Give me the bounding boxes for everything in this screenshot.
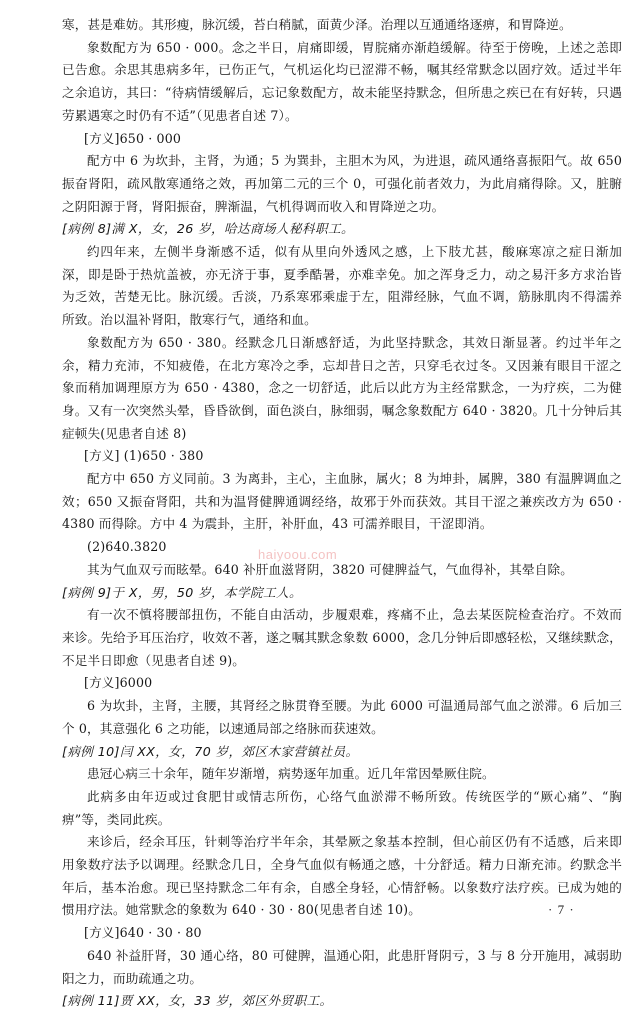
case-heading: [病例 9]于 X，男，50 岁，本学院工人。 bbox=[62, 584, 303, 600]
page-number: · 7 · bbox=[548, 902, 575, 917]
body-paragraph: 配方中 6 为坎卦，主肾，为通；5 为巽卦，主胆木为风，为进退，疏风通络喜振阳气。故 650 振奋肾阳，疏风散寒通络之效，再加第二元的三个 0，可强化前者效力，为此肩痛得除。又，脏腑之阴阳源于肾，肾阳振奋，脾渐温，气机得调而收入和胃降逆之功。 bbox=[62, 153, 622, 214]
watermark: haiyoou.com bbox=[258, 547, 338, 562]
case-heading: [病例 11]贾 XX，女，33 岁，郊区外贸职工。 bbox=[62, 993, 333, 1009]
body-paragraph: 象数配方为 650 · 380。经默念几日渐感舒适，为此坚持默念，其效日渐显著。约过半年之余，精力充沛，不知疲倦，在北方寒冷之季，忘却昔日之苦，只穿毛衣过冬。又因兼有眼目干涩之象而稍加调理原方为 650 · 4380，念之一切舒适，此后以此方为主经常默念，一为疗疾，二为健身。又有一次突然头晕，昏昏欲倒，面色淡白，脉细弱，嘱念象数配方 640 · 3820。几十分钟后其症顿失(见患者自述 8) bbox=[62, 334, 622, 441]
body-paragraph: (2)640.3820 bbox=[87, 539, 167, 555]
body-paragraph: 配方中 650 方义同前。3 为离卦，主心，主血脉，属火；8 为坤卦，属脾，380 有温脾调血之效；650 又振奋肾阳，共和为温肾健脾通调经络，故邪于外而获效。其目干涩之兼疾改方为 650 · 4380 而得除。方中 4 为震卦，主肝，补肝血，43 可濡养眼目，干涩即消。 bbox=[62, 471, 622, 532]
body-paragraph: 此病多由年迈或过食肥甘或情志所伤，心络气血淤滞不畅所致。传统医学的“厥心痛”、“胸痹”等，类同此疾。 bbox=[62, 788, 622, 827]
body-paragraph: 6 为坎卦，主肾，主腰，其肾经之脉贯脊至腰。为此 6000 可温通局部气血之淤滞。6 后加三个 0，其意强化 6 之功能，以速通局部之络脉而获速效。 bbox=[62, 698, 622, 736]
formula-heading: [方义]650 · 000 bbox=[84, 130, 182, 146]
body-paragraph: 患冠心病三十余年，随年岁渐增，病势逐年加重。近几年常因晕厥住院。 bbox=[87, 766, 495, 782]
page-body bbox=[62, 14, 622, 1013]
formula-heading: [方义]640 · 30 · 80 bbox=[84, 925, 202, 941]
body-paragraph: 有一次不慎将腰部扭伤，不能自由活动，步履艰难，疼痛不止，急去某医院检查治疗。不效而来诊。先给予耳压治疗，收效不著，遂之嘱其默念象数 6000，念几分钟后即感轻松，又继续默念，不足半日即愈（见患者自述 9)。 bbox=[62, 607, 622, 668]
body-paragraph: 寒，甚是难妨。其形瘦，脉沉缓，苔白稍腻，面黄少泽。治理以互通通络逐痹，和胃降逆。 bbox=[62, 17, 572, 32]
formula-heading: [方义] (1)650 · 380 bbox=[84, 448, 204, 464]
body-paragraph: 象数配方为 650 · 000。念之半日，肩痛即缓，胃脘痛亦渐趋缓解。待至于傍晚，上述之恙即已告愈。余思其患病多年，已伤正气，气机运化均已涩滞不畅，嘱其经常默念以固疗效。适过半年之余追访，其曰：“待病情缓解后，忘记象数配方，故未能坚持默念，但所患之疾已在有好转，只遇劳累遇寒之时仍有不适”（见患者自述 7）。 bbox=[62, 39, 622, 123]
body-paragraph: 约四年来，左侧半身渐感不适，似有从里向外透风之感，上下肢尤甚，酸麻寒凉之症日渐加深，即是卧于热炕盖被，亦无济于事，夏季酷暑，亦难幸免。加之浑身乏力，动之易汗多方求治皆为乏效，苦楚无比。脉沉缓。舌淡，乃系寒邪乘虚于左，阻滞经脉，气血不调，筋脉肌肉不得濡养所致。治以温补肾阳，散寒行气，通络和血。 bbox=[62, 244, 622, 328]
case-heading: [病例 10]闫 XX，女，70 岁，郊区木家营镇社员。 bbox=[62, 743, 359, 759]
case-heading: [病例 8]满 X，女，26 岁，哈达商场人秘科职工。 bbox=[62, 221, 354, 237]
body-paragraph: 640 补益肝肾，30 通心络，80 可健脾，温通心阳，此患肝肾阴亏，3 与 8 分开施用，减弱助阳之力，而助疏通之功。 bbox=[62, 947, 622, 986]
body-paragraph: 来诊后，经余耳压，针刺等治疗半年余，其晕厥之象基本控制，但心前区仍有不适感，后来即用象数疗法予以调理。经默念几日，全身气血似有畅通之感，十分舒适。精力日渐充沛。约默念半年后，基本治愈。现已坚持默念二年有余，自感全身轻，心情舒畅。以象数疗法疗疾。已成为她的惯用疗法。她常默念的象数为 640 · 30 · 80(见患者自述 10)。 bbox=[62, 834, 622, 918]
body-paragraph: 其为气血双亏而眩晕。640 补肝血滋肾阴，3820 可健脾益气，气血得补，其晕自除。 bbox=[87, 561, 573, 577]
formula-heading: [方义]6000 bbox=[84, 675, 153, 691]
